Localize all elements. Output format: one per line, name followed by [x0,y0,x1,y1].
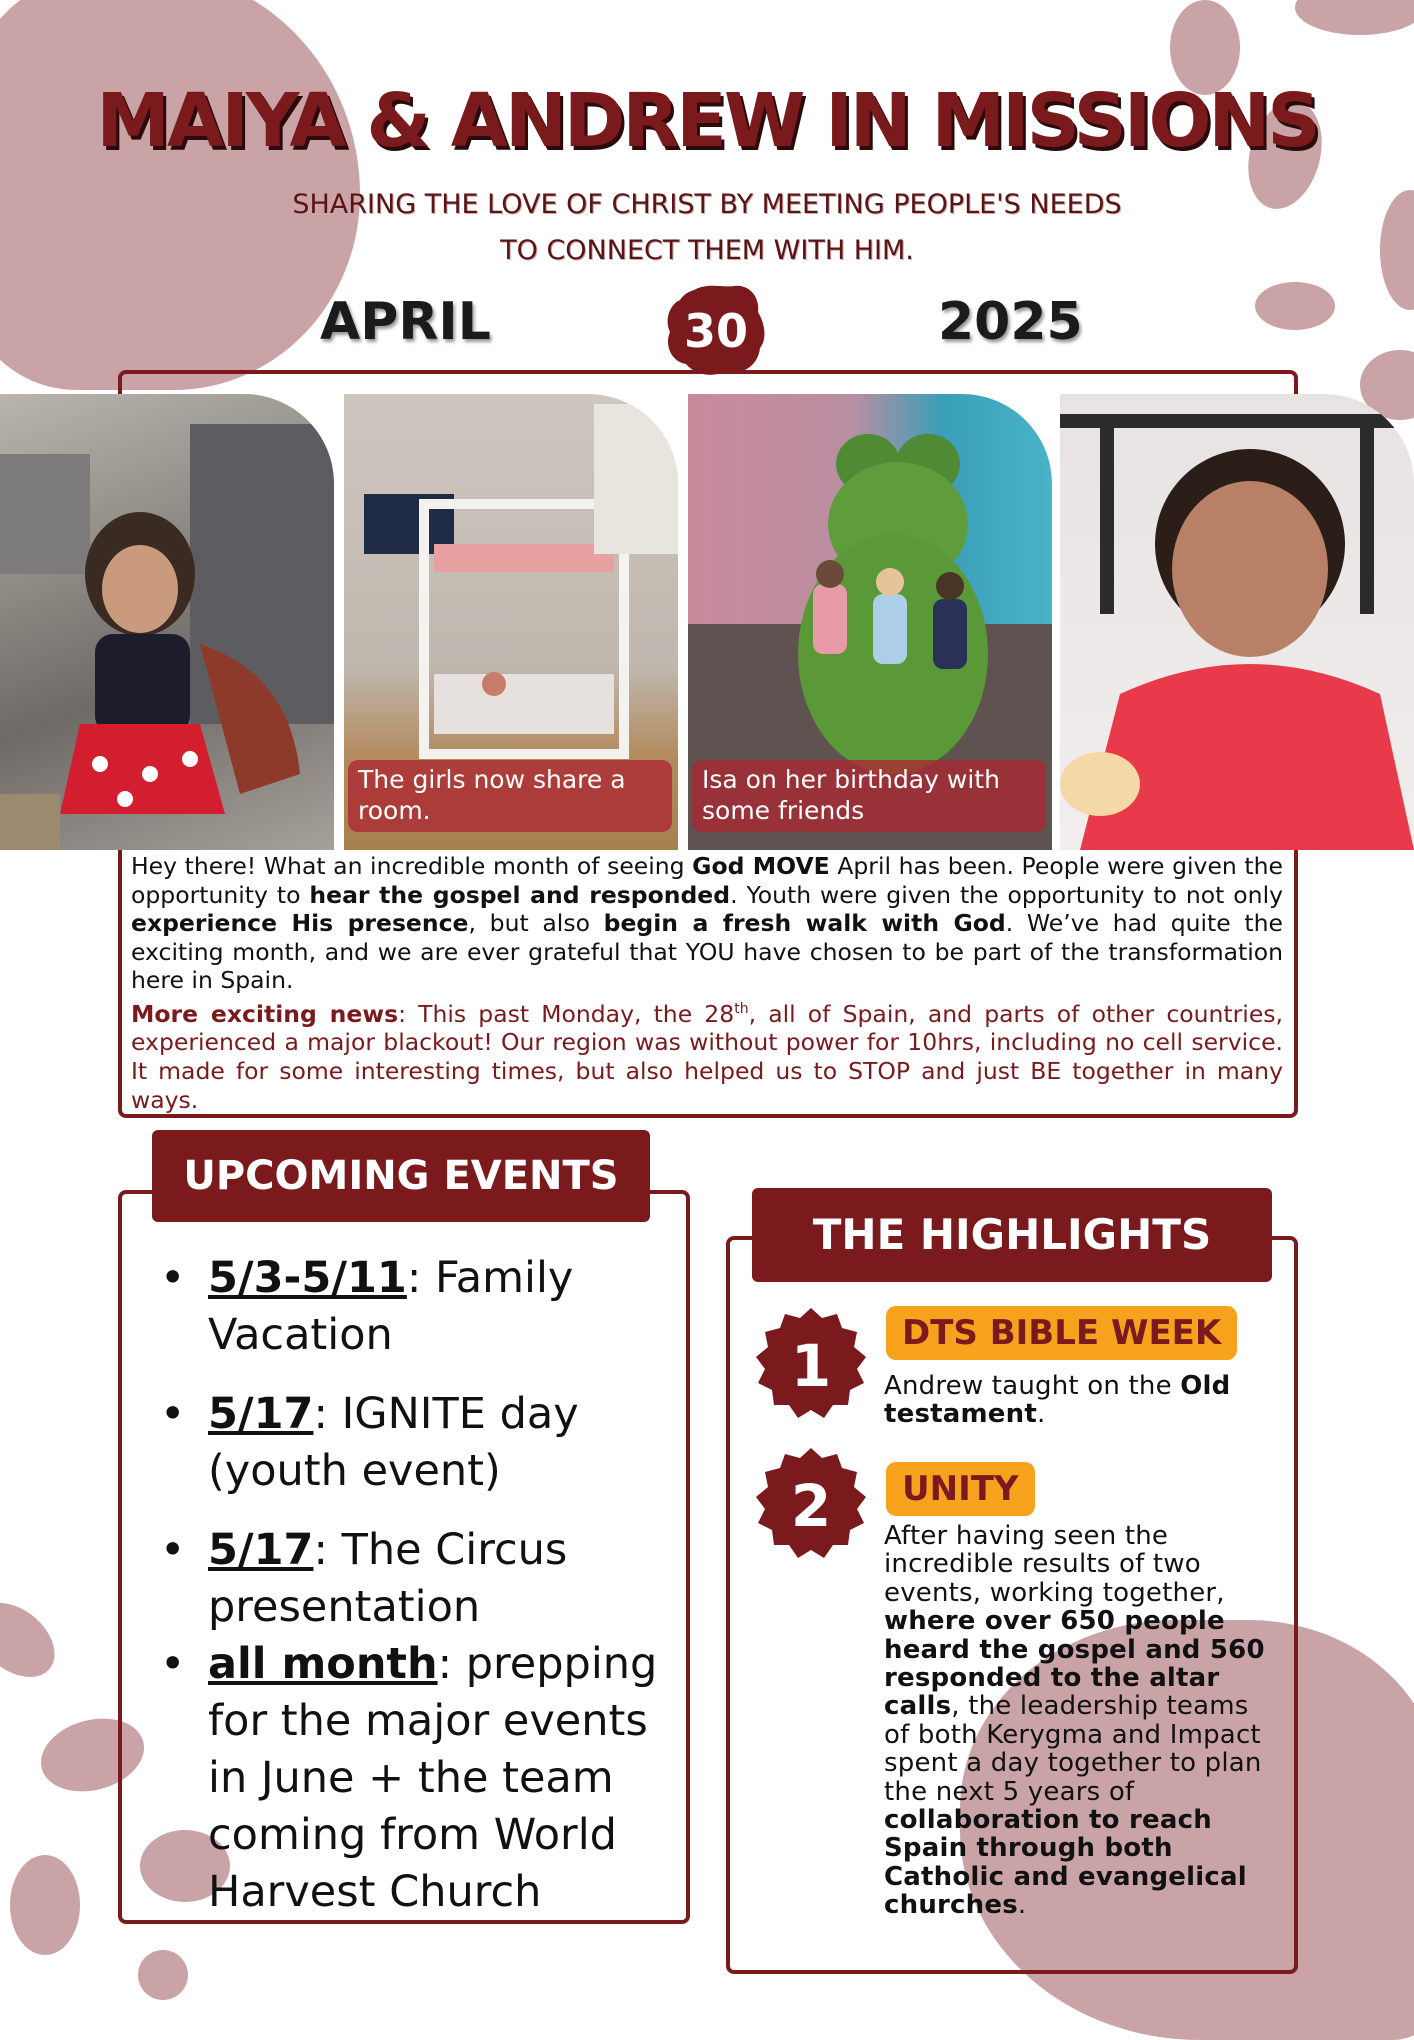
list-item [160,1522,680,1636]
decorative-blob [0,1588,69,1692]
highlight-emphasis: Old testament [884,1371,1231,1430]
tagline [0,182,1414,274]
intro-text-run: April has been. People were given the opportunity to [131,852,1283,909]
ordinal-suffix: th [734,1000,749,1017]
intro-emphasis: begin a fresh walk with God [603,909,1006,938]
intro-paragraph [131,852,1283,995]
event-date: 5/3-5/11 [208,1253,407,1303]
event-description: : The Circus presentation [208,1525,568,1632]
list-item [160,1250,680,1364]
date-month: APRIL [320,292,491,352]
news-paragraph [131,995,1283,1114]
tagline-line: SHARING THE LOVE OF CHRIST BY MEETING PEOPLE'S NEEDS [292,189,1122,220]
events-heading: UPCOMING EVENTS [152,1130,650,1222]
highlight-text-run: . [1036,1399,1046,1430]
highlight-number-badge [752,1306,870,1424]
list-item [160,1636,680,1921]
intro-emphasis: experience His presence [131,909,469,938]
photo-girl-on-phone [0,394,334,850]
highlight-text-run: , the leadership teams of both Kerygma and Impact spent a day together to plan the next 5 years of [884,1691,1262,1807]
highlight-text [884,1372,1274,1429]
events-list [160,1250,680,1921]
girl-on-phone-photo-icon [0,394,334,850]
intro-text [131,852,1283,1114]
decorative-blob [138,1950,188,2000]
intro-emphasis: hear the gospel and responded [309,880,731,909]
page-title: MAIYA & ANDREW IN MISSIONS [96,78,1318,164]
event-date: 5/17 [208,1525,314,1575]
date-day: 30 [683,304,748,358]
photo-green-bear [688,394,1052,850]
highlight-number: 2 [790,1472,832,1540]
news-label: More exciting news [131,999,399,1028]
event-description: : Family Vacation [208,1253,574,1360]
intro-text-run: . We’ve had quite the exciting month, and we are ever grateful that YOU have chosen to be part of the transformation here in Spain. [131,909,1283,995]
intro-text-run: Hey there! What an incredible month of seeing [131,852,693,880]
photo-bunk-bed [344,394,678,850]
event-description: : IGNITE day (youth event) [208,1389,579,1496]
intro-text-run: : This past Monday, the 28 [398,999,735,1028]
highlight-title-pill: UNITY [886,1462,1035,1516]
toddler-red-jacket-photo-icon [1060,394,1414,850]
intro-emphasis: God MOVE [692,852,830,880]
photo-toddler-red-jacket [1060,394,1414,850]
event-date: 5/17 [208,1389,314,1439]
highlight-emphasis: collaboration to reach Spain through both Catholic and evangelical churches [884,1805,1247,1921]
photo-caption: Isa on her birthday with some friends [692,760,1046,832]
intro-text-run: . Youth were given the opportunity to not only [730,880,1284,909]
list-item [160,1386,680,1500]
highlights-heading: THE HIGHLIGHTS [752,1188,1272,1282]
highlight-emphasis: where over 650 people heard the gospel and 560 responded to the altar calls [884,1606,1265,1722]
decorative-blob [10,1855,80,1955]
highlight-text-run: After having seen the incredible results of two events, working together, [884,1521,1225,1608]
highlight-title-pill: DTS BIBLE WEEK [886,1306,1237,1360]
highlight-number-badge [752,1446,870,1564]
decorative-blob [1295,0,1414,35]
highlight-text-run: Andrew taught on the [884,1371,1181,1401]
date-day-badge [664,282,768,378]
tagline-line: TO CONNECT THEM WITH HIM. [500,235,914,266]
photo-caption: The girls now share a room. [348,760,672,832]
intro-text-run: , all of Spain, and parts of other countries, experienced a major blackout! Our region was without power for 10hrs, including no cell service. It made for some interesting times, but also helped us to STOP and just BE together in many ways. [131,999,1283,1114]
date-year: 2025 [938,292,1083,352]
decorative-blob [1255,282,1335,330]
highlight-text [884,1522,1276,1920]
event-date: all month [208,1639,438,1689]
highlight-number: 1 [790,1332,832,1400]
highlight-text-run: . [1017,1890,1027,1921]
intro-text-run: , but also [468,909,604,938]
event-description: : prepping for the major events in June + the team coming from World Harvest Church [208,1639,658,1917]
